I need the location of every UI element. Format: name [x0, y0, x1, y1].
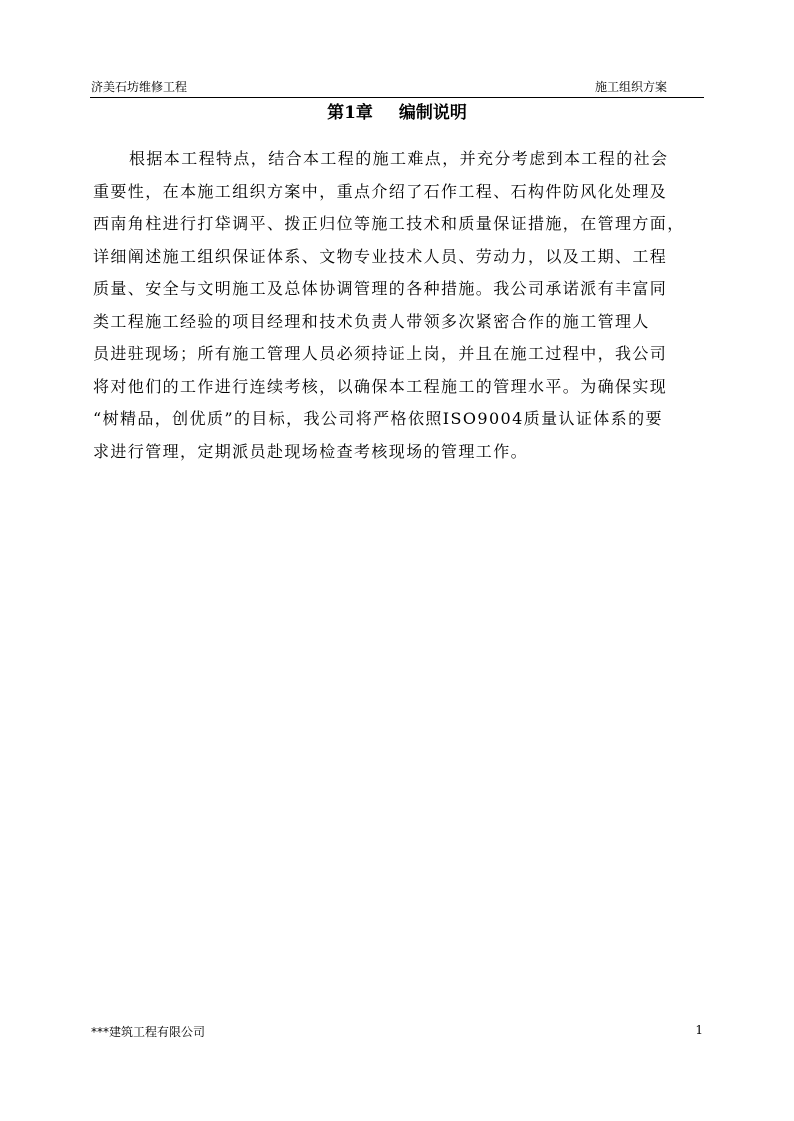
paragraph-line: 员进驻现场；所有施工管理人员必须持证上岗，并且在施工过程中，我公司 [93, 344, 668, 363]
paragraph-line: 求进行管理，定期派员赴现场检查考核现场的管理工作。 [93, 441, 529, 461]
body-paragraph [93, 143, 703, 468]
paragraph-line: “树精品，创优质”的目标，我公司将严格依照ISO9004质量认证体系的要 [93, 409, 663, 428]
paragraph-line: 根据本工程特点，结合本工程的施工难点，并充分考虑到本工程的社会 [129, 149, 669, 168]
paragraph-line: 类工程施工经验的项目经理和技术负责人带领多次紧密合作的施工管理人 [93, 311, 650, 331]
header-divider [90, 97, 704, 98]
page-number: 1 [695, 1023, 703, 1037]
paragraph-line: 重要性，在本施工组织方案中，重点介绍了石作工程、石构件防风化处理及 [93, 181, 668, 201]
paragraph-line: 将对他们的工作进行连续考核，以确保本工程施工的管理水平。为确保实现 [93, 376, 668, 396]
paragraph-line: 西南角柱进行打牮调平、拨正归位等施工技术和质量保证措施，在管理方面， [93, 214, 685, 233]
paragraph-line: 详细阐述施工组织保证体系、文物专业技术人员、劳动力，以及工期、工程 [93, 246, 668, 266]
header-document-type: 施工组织方案 [594, 80, 667, 94]
chapter-title [0, 101, 794, 125]
chapter-number: 第1章 [327, 103, 373, 123]
header-project-name: 济美石坊维修工程 [91, 80, 188, 94]
footer-company-name: ***建筑工程有限公司 [91, 1025, 206, 1039]
chapter-heading: 编制说明 [398, 103, 467, 123]
paragraph-line: 质量、安全与文明施工及总体协调管理的各种措施。我公司承诺派有丰富同 [93, 279, 668, 298]
